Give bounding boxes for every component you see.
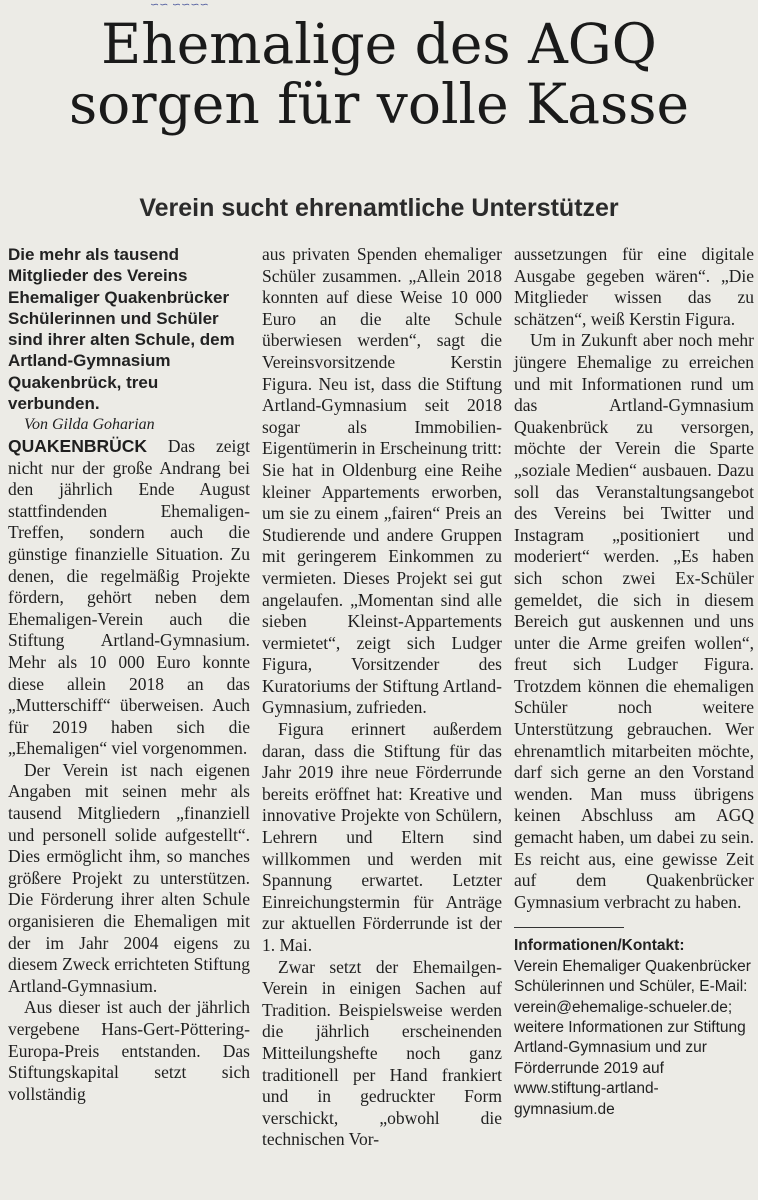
paragraph: Figura erinnert außerdem daran, dass die Stiftung für das Jahr 2019 ihre neue Förderrunde bereits eröffnet hat: Kreative und innovative Projekte von Schülern, Lehrern und Eltern sind willkommen und werden mit Spannung erwartet. Letzter Einreichungstermin für Anträge zur aktuellen Förderrunde ist der 1. Mai. xyxy=(262,719,502,955)
article-column-1 xyxy=(8,244,250,1105)
paragraph: Aus dieser ist auch der jährlich vergebene Hans-Gert-Pöttering-Europa-Preis entstanden. Das Stiftungskapital setzt sich vollständig xyxy=(8,997,250,1104)
paragraph-text: Das zeigt nicht nur der große Andrang bei den jährlich Ende August stattfindenden Ehemaligen-Treffen, sondern auch die günstige finanzielle Situation. Zu denen, die regelmäßig Projekte fördern, gehört neben dem Ehemaligen-Verein auch die Stiftung Artland-Gymnasium. Mehr als 10 000 Euro konnte diese allein 2018 an das „Mutterschiff“ überweisen. Auch für 2019 haben sich die „Ehemaligen“ viel vorgenommen. xyxy=(8,435,250,759)
handwritten-scribble: ∽∽ ∽∽∽∽ xyxy=(150,0,209,11)
paragraph: aus privaten Spenden ehemaliger Schüler zusammen. „Allein 2018 konnten auf diese Weise 10 000 Euro an die alte Schule überwiesen werden“, sagt die Vereinsvorsitzende Kerstin Figura. Neu ist, dass die Stiftung Artland-Gymnasium seit 2018 sogar als Immobilien-Eigentümerin in Erscheinung tritt: Sie hat in Oldenburg eine Reihe kleiner Appartements erworben, um sie zu einem „fairen“ Preis an Studierende und andere Gruppen mit geringerem Einkommen zu vermieten. Dieses Projekt sei gut angelaufen. „Momentan sind alle sieben Kleinst-Appartements vermietet“, zeigt sich Ludger Figura, Vorsitzender des Kuratoriums der Stiftung Artland-Gymnasium, zufrieden. xyxy=(262,244,502,718)
article-column-2 xyxy=(262,244,502,1151)
dateline: QUAKENBRÜCK xyxy=(8,435,148,456)
info-box xyxy=(514,936,754,1120)
paragraph: Der Verein ist nach eigenen Angaben mit seinen mehr als tausend Mitgliedern „finanziell und personell solide aufgestellt“. Dies ermöglicht ihm, so manches größere Projekt zu unterstützen. Die Förderung ihrer alten Schule organisieren die Ehemaligen mit der im Jahr 2004 eigens zu diesem Zweck errichteten Stiftung Artland-Gymnasium. xyxy=(8,759,250,996)
info-title: Informationen/Kontakt: xyxy=(514,937,685,955)
paragraph: aussetzungen für eine digitale Ausgabe gegeben wären“. „Die Mitglieder wissen das zu schätzen“, weiß Kerstin Figura. xyxy=(514,244,754,329)
paragraph xyxy=(8,436,250,760)
info-text: Verein Ehemaliger Quakenbrücker Schülerinnen und Schüler, E-Mail: verein@ehemalige-schueler.de; weitere Informationen zur Stiftung Artland-Gymnasium und zur Förderrunde 2019 auf www.stiftung-artland-gymnasium.de xyxy=(514,957,751,1118)
divider xyxy=(514,927,624,928)
headline: Ehemalige des AGQ sorgen für volle Kasse xyxy=(68,12,690,136)
byline: Von Gilda Goharian xyxy=(24,416,155,434)
paragraph: Zwar setzt der Ehemailgen-Verein in einigen Sachen auf Tradition. Beispielsweise werden die jährlich erscheinenden Mitteilungshefte noch ganz traditionell per Hand frankiert und in gedruckter Form verschickt, „obwohl die technischen Vor- xyxy=(262,956,502,1150)
lead-paragraph: Die mehr als tausend Mitglieder des Vereins Ehemaliger Quakenbrücker Schülerinnen und Schüler sind ihrer alten Schule, dem Artland-Gymnasium Quakenbrück, treu verbunden. xyxy=(8,245,235,414)
subheadline: Verein sucht ehrenamtliche Unterstützer xyxy=(139,194,619,222)
paragraph: Um in Zukunft aber noch mehr jüngere Ehemalige zu erreichen und mit Informationen rund um das Artland-Gymnasium Quakenbrück zu versorgen, möchte der Verein die Sparte „soziale Medien“ ausbauen. Dazu soll das Veranstaltungsangebot des Vereins bei Twitter und Instagram „positioniert und moderiert“ werden. „Es haben sich schon zwei Ex-Schüler gemeldet, die sich in diesem Bereich gut auskennen und uns unter die Arme greifen wollen“, freut sich Ludger Figura. Trotzdem können die ehemaligen Schüler noch weitere Unterstützung gebrauchen. Wer ehrenamtlich mitarbeiten möchte, darf sich gerne an den Vorstand wenden. Man muss übrigens keinen Abschluss am AGQ gemacht haben, um dabei zu sein. Es reicht aus, eine gewisse Zeit auf dem Quakenbrücker Gymnasium verbracht zu haben. xyxy=(514,330,754,912)
article-column-3 xyxy=(514,244,754,1120)
